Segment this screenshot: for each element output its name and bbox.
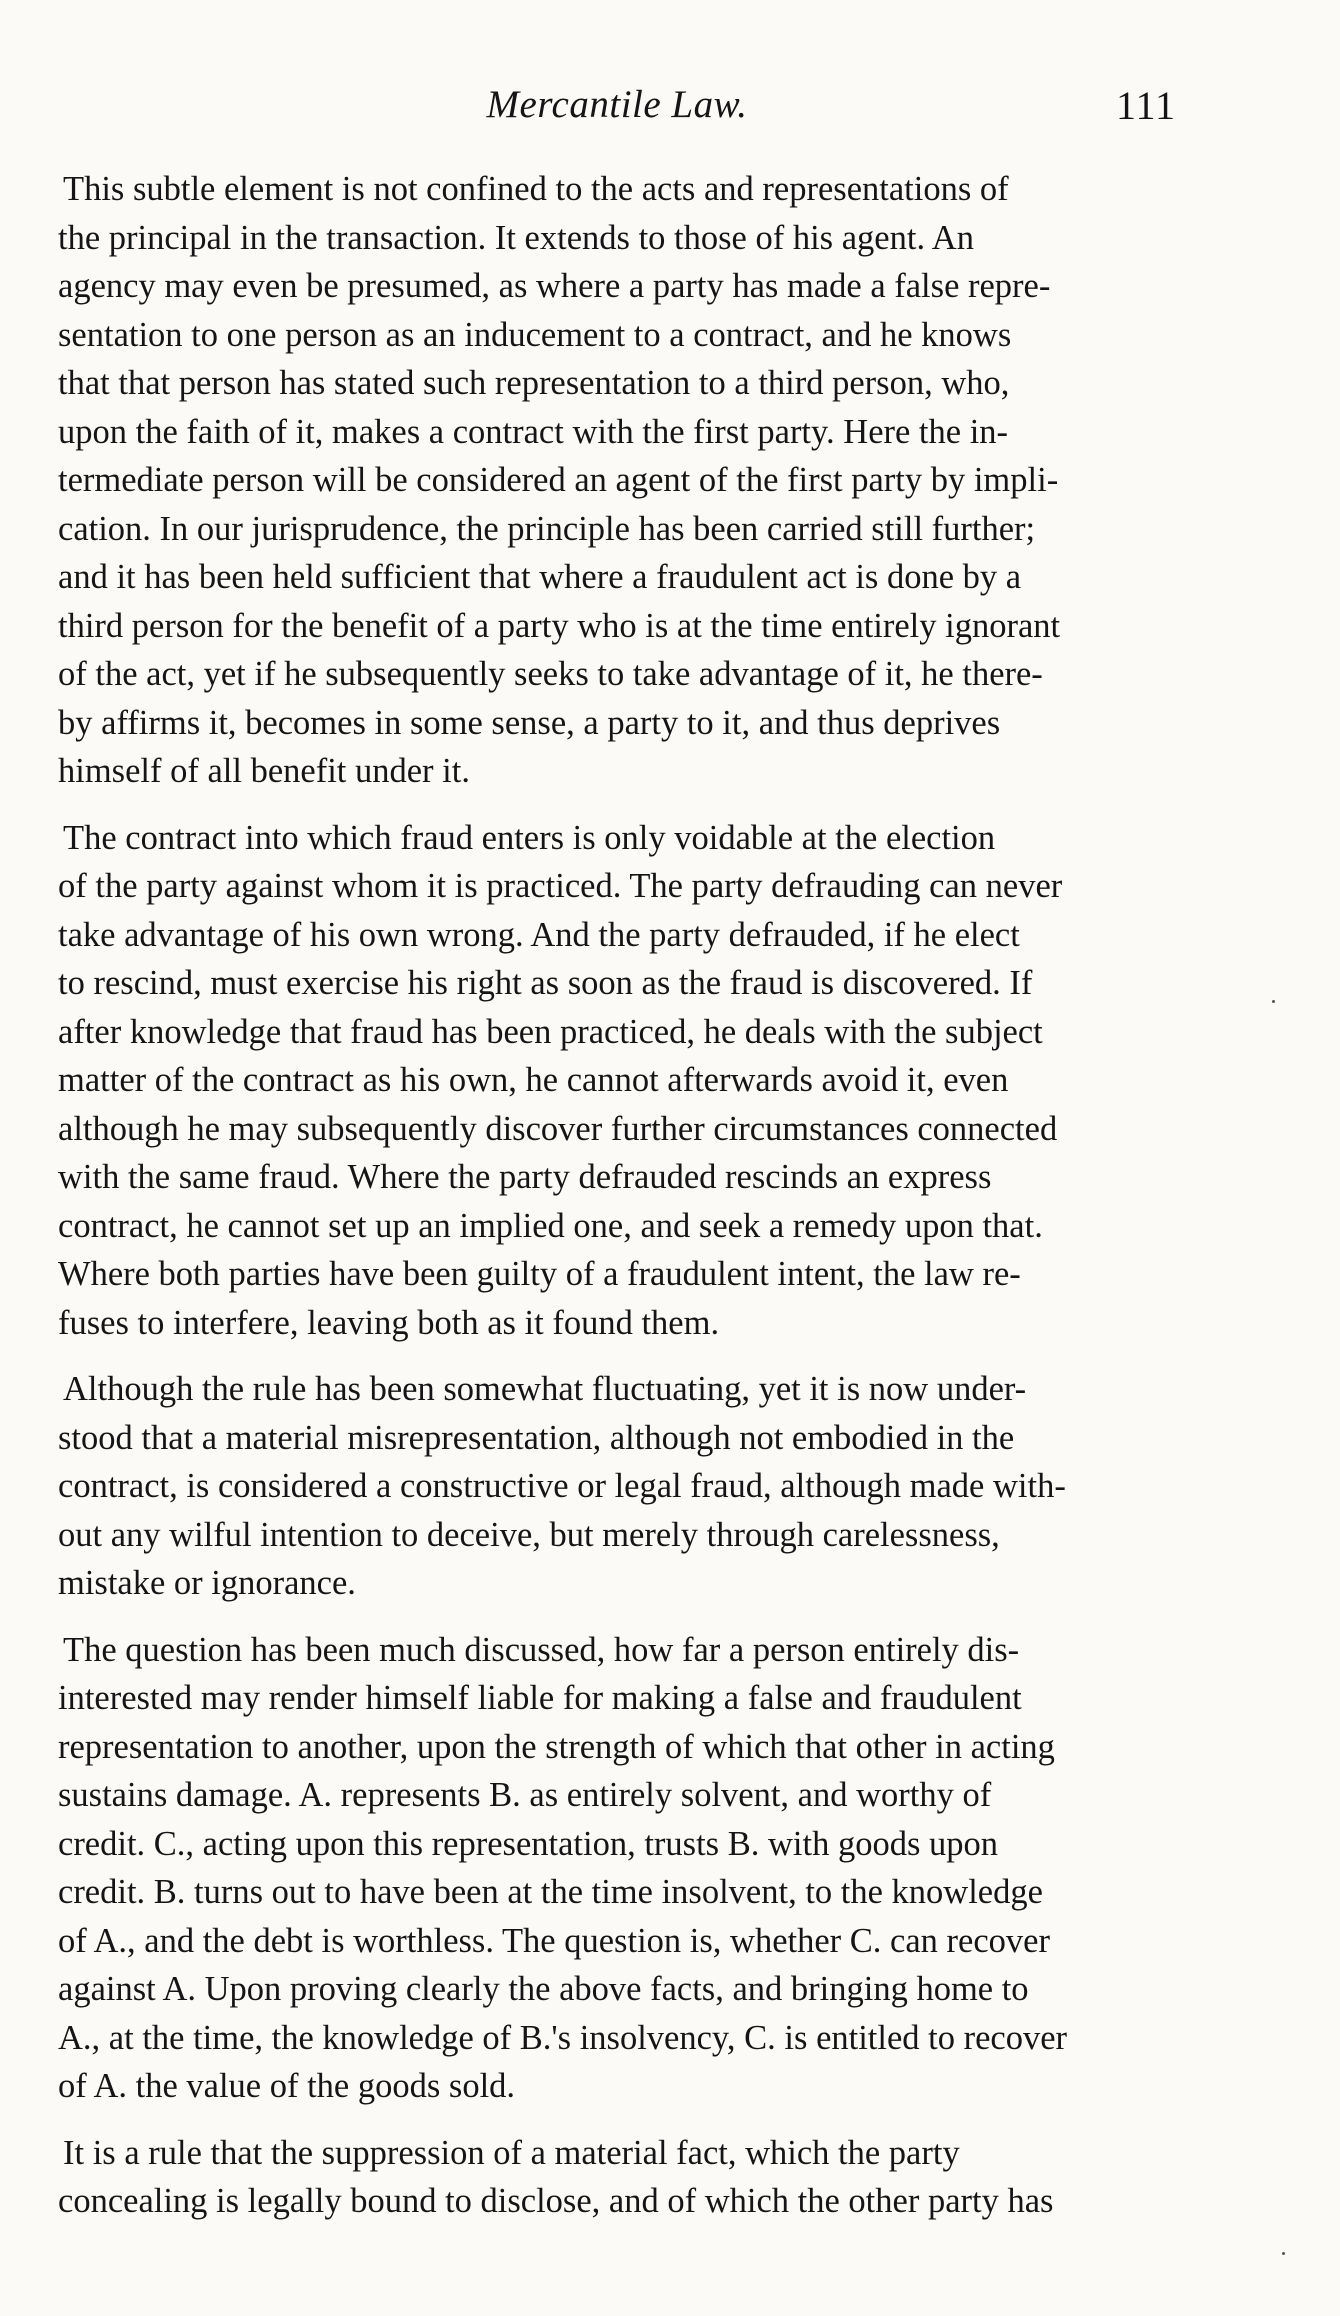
text-line: of A. the value of the goods sold.: [58, 2067, 516, 2105]
text-line: cation. In our jurisprudence, the principle has been carried still further;: [58, 509, 1036, 548]
text-line: contract, is considered a constructive or legal fraud, although made with-: [58, 1467, 1066, 1505]
text-line: credit. C., acting upon this representation, trusts B. with goods upon: [58, 1824, 999, 1863]
text-line: stood that a material misrepresentation, although not embodied in the: [58, 1418, 1015, 1457]
text-line: to rescind, must exercise his right as soon as the fraud is discovered. If: [58, 964, 1033, 1002]
text-line: of the party against whom it is practiced. The party defrauding can never: [58, 867, 1063, 905]
text-line: representation to another, upon the strength of which that other in acting: [58, 1727, 1055, 1766]
text-line: mistake or ignorance.: [58, 1564, 356, 1602]
text-line: The question has been much discussed, how far a person entirely dis-: [63, 1630, 1020, 1669]
text-line: termediate person will be considered an agent of the first party by impli-: [58, 461, 1059, 499]
text-line: sustains damage. A. represents B. as entirely solvent, and worthy of: [58, 1776, 992, 1814]
text-line: This subtle element is not confined to the acts and representations of: [63, 170, 1009, 208]
text-line: interested may render himself liable for making a false and fraudulent: [58, 1679, 1022, 1717]
text-line: against A. Upon proving clearly the above facts, and bringing home to: [58, 1970, 1029, 2008]
text-line: credit. B. turns out to have been at the time insolvent, to the knowledge: [58, 1873, 1043, 1911]
text-line: of A., and the debt is worthless. The question is, whether C. can recover: [58, 1921, 1050, 1960]
text-line: with the same fraud. Where the party defrauded rescinds an express: [58, 1158, 992, 1196]
text-line: of the act, yet if he subsequently seeks to take advantage of it, he there-: [58, 655, 1043, 693]
text-line: fuses to interfere, leaving both as it found them.: [58, 1303, 720, 1342]
text-line: third person for the benefit of a party who is at the time entirely ignorant: [58, 606, 1061, 645]
text-line: Although the rule has been somewhat fluctuating, yet it is now under-: [63, 1370, 1027, 1408]
text-line: after knowledge that fraud has been practiced, he deals with the subject: [58, 1012, 1043, 1051]
text-line: that that person has stated such representation to a third person, who,: [58, 364, 1010, 402]
paragraph-5: [58, 2129, 1176, 2226]
paragraph-2: [58, 814, 1176, 1348]
paper-speck: [1282, 2252, 1285, 2255]
text-line: The contract into which fraud enters is only voidable at the election: [63, 818, 996, 857]
text-line: It is a rule that the suppression of a material fact, which the party: [63, 2133, 960, 2172]
text-line: by affirms it, becomes in some sense, a party to it, and thus deprives: [58, 703, 1001, 742]
text-line: and it has been held sufficient that where a fraudulent act is done by a: [58, 558, 1022, 596]
text-line: matter of the contract as his own, he cannot afterwards avoid it, even: [58, 1061, 1009, 1099]
text-line: A., at the time, the knowledge of B.'s insolvency, C. is entitled to recover: [58, 2018, 1068, 2057]
text-line: although he may subsequently discover further circumstances connected: [58, 1109, 1058, 1148]
paper-speck: [1272, 1000, 1275, 1003]
text-line: sentation to one person as an inducement to a contract, and he knows: [58, 315, 1012, 354]
text-line: contract, he cannot set up an implied one, and seek a remedy upon that.: [58, 1206, 1043, 1245]
text-line: the principal in the transaction. It extends to those of his agent. An: [58, 218, 974, 257]
text-line: agency may even be presumed, as where a party has made a false repre-: [58, 267, 1051, 305]
paragraph-4: [58, 1626, 1176, 2111]
text-line: take advantage of his own wrong. And the party defrauded, if he elect: [58, 915, 1020, 954]
text-line: out any wilful intention to deceive, but merely through carelessness,: [58, 1515, 1000, 1554]
text-line: Where both parties have been guilty of a fraudulent intent, the law re-: [58, 1255, 1021, 1293]
running-title: Mercantile Law.: [486, 83, 748, 126]
paragraph-3: [58, 1365, 1176, 1608]
paragraph-1: [58, 165, 1176, 796]
text-line: concealing is legally bound to disclose, and of which the other party has: [58, 2182, 1054, 2220]
running-head: [58, 82, 1176, 142]
body-text: [58, 165, 1176, 2244]
page-number: 111: [1115, 83, 1176, 128]
text-line: himself of all benefit under it.: [58, 752, 470, 790]
text-line: upon the faith of it, makes a contract with the first party. Here the in-: [58, 412, 1009, 451]
